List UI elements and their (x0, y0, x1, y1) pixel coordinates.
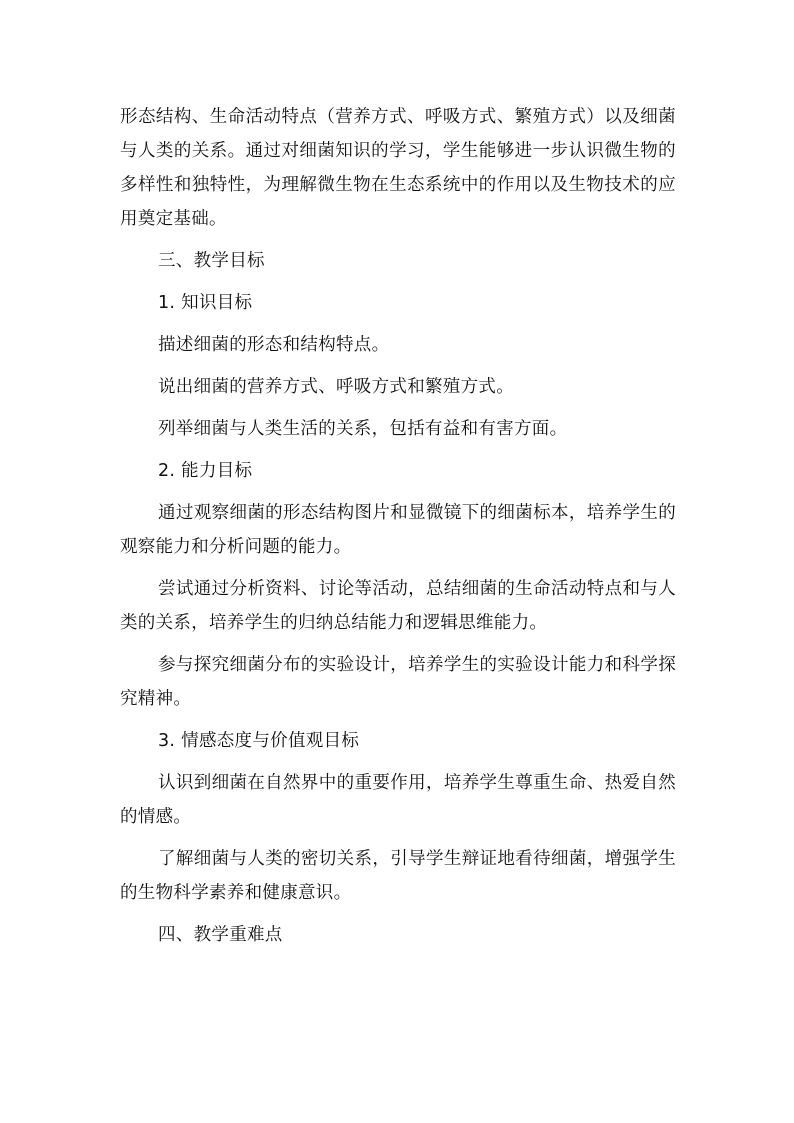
subheading-emotion-values-objectives: 3. 情感态度与价值观目标 (158, 731, 360, 751)
subheading-ability-objectives: 2. 能力目标 (158, 461, 253, 481)
emotion-objective-item: 认识到细菌在自然界中的重要作用，培养学生尊重生命、热爱自然的情感。 (120, 773, 676, 827)
section-heading-key-difficult-points: 四、教学重难点 (158, 925, 283, 945)
section-heading-teaching-objectives: 三、教学目标 (158, 251, 265, 271)
knowledge-objective-item: 描述细菌的形态和结构特点。 (158, 335, 390, 355)
document-body (120, 100, 676, 952)
knowledge-objective-item: 说出细菌的营养方式、呼吸方式和繁殖方式。 (158, 377, 514, 397)
intro-continuation-paragraph: 形态结构、生命活动特点（营养方式、呼吸方式、繁殖方式）以及细菌与人类的关系。通过对细菌知识的学习，学生能够进一步认识微生物的多样性和独特性，为理解微生物在生态系统中的作用以及生物技术的应用奠定基础。 (120, 107, 676, 229)
subheading-knowledge-objectives: 1. 知识目标 (158, 293, 253, 313)
ability-objective-item: 通过观察细菌的形态结构图片和显微镜下的细菌标本，培养学生的观察能力和分析问题的能力。 (120, 503, 676, 557)
knowledge-objective-item: 列举细菌与人类生活的关系，包括有益和有害方面。 (158, 419, 568, 439)
emotion-objective-item: 了解细菌与人类的密切关系，引导学生辩证地看待细菌，增强学生的生物科学素养和健康意识。 (120, 849, 676, 903)
ability-objective-item: 参与探究细菌分布的实验设计，培养学生的实验设计能力和科学探究精神。 (120, 655, 676, 709)
ability-objective-item: 尝试通过分析资料、讨论等活动，总结细菌的生命活动特点和与人类的关系，培养学生的归纳总结能力和逻辑思维能力。 (120, 579, 676, 633)
